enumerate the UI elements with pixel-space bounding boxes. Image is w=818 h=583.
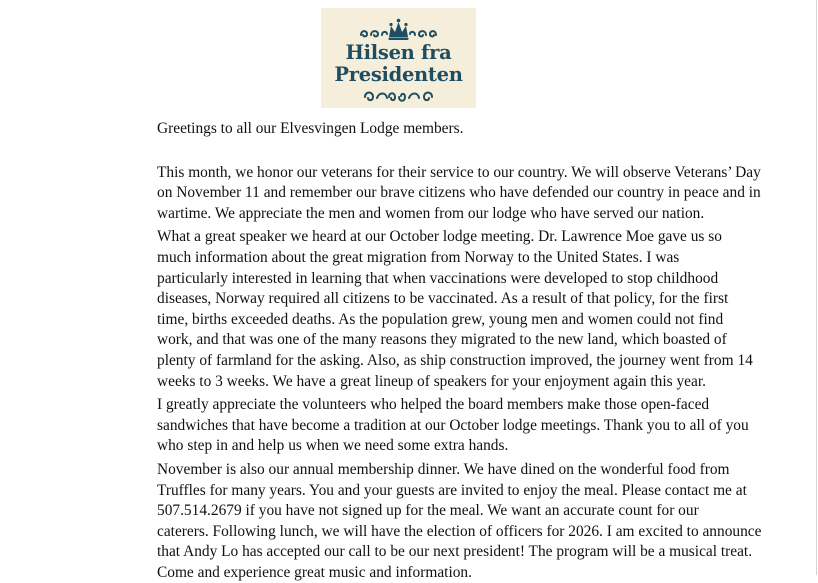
text-line: Come and experience great music and information. (157, 563, 472, 581)
text-line: weeks to 3 weeks. We have a great lineup of speakers for your enjoyment again this year. (157, 372, 706, 390)
text-line: plenty of farmland for the asking. Also, as ship construction improved, the journey went from 14 (157, 351, 753, 369)
president-letter (157, 119, 817, 583)
text-line: This month, we honor our veterans for their service to our country. We will observe Veterans’ Day (157, 163, 761, 181)
logo-hilsen-fra-presidenten (321, 8, 476, 108)
text-line: sandwiches that have become a tradition at our October lodge meetings. Thank you to all of you (157, 416, 749, 434)
text-line: particularly interested in learning that when vaccinations were developed to stop childhood (157, 269, 719, 287)
text-line: that Andy Lo has accepted our call to be our next president! The program will be a musical treat. (157, 543, 753, 561)
greeting-line: Greetings to all our Elvesvingen Lodge members. (157, 120, 464, 137)
paragraph-volunteers (157, 395, 817, 457)
text-line: What a great speaker we heard at our October lodge meeting. Dr. Lawrence Moe gave us so (157, 228, 722, 246)
text-line: on November 11 and remember our brave citizens who have defended our country in peace and in (157, 184, 761, 202)
text-line: time, births exceeded deaths. As the population grew, young men and women could not find (157, 310, 724, 328)
text-line: who step in and help us when we need some extra hands. (157, 437, 509, 455)
flourish-ornament-icon (321, 88, 476, 106)
text-line: much information about the great migration from Norway to the United States. I was (157, 248, 680, 266)
logo-line-2: Presidenten (334, 63, 463, 86)
text-line: Truffles for many years. You and your guests are invited to enjoy the meal. Please contact me at (157, 481, 747, 499)
logo-line-1: Hilsen fra (345, 41, 452, 64)
paragraph-membership-dinner (157, 460, 817, 583)
text-line: 507.514.2679 if you have not signed up for the meal. We want an accurate count for our (157, 502, 699, 520)
text-line: diseases, Norway required all citizens to be vaccinated. As a result of that policy, for the first (157, 290, 729, 308)
text-line: wartime. We appreciate the men and women from our lodge who have served our nation. (157, 204, 705, 222)
text-line: November is also our annual membership dinner. We have dined on the wonderful food from (157, 460, 730, 478)
crown-icon (321, 13, 476, 43)
text-line: caterers. Following lunch, we will have the election of officers for 2026. I am excited to announce (157, 522, 762, 540)
paragraph-speaker (157, 227, 817, 392)
text-line: I greatly appreciate the volunteers who helped the board members make those open-faced (157, 396, 710, 414)
paragraph-veterans (157, 163, 817, 225)
text-line: work, and that was one of the many reasons they migrated to the new land, which boasted of (157, 331, 727, 349)
